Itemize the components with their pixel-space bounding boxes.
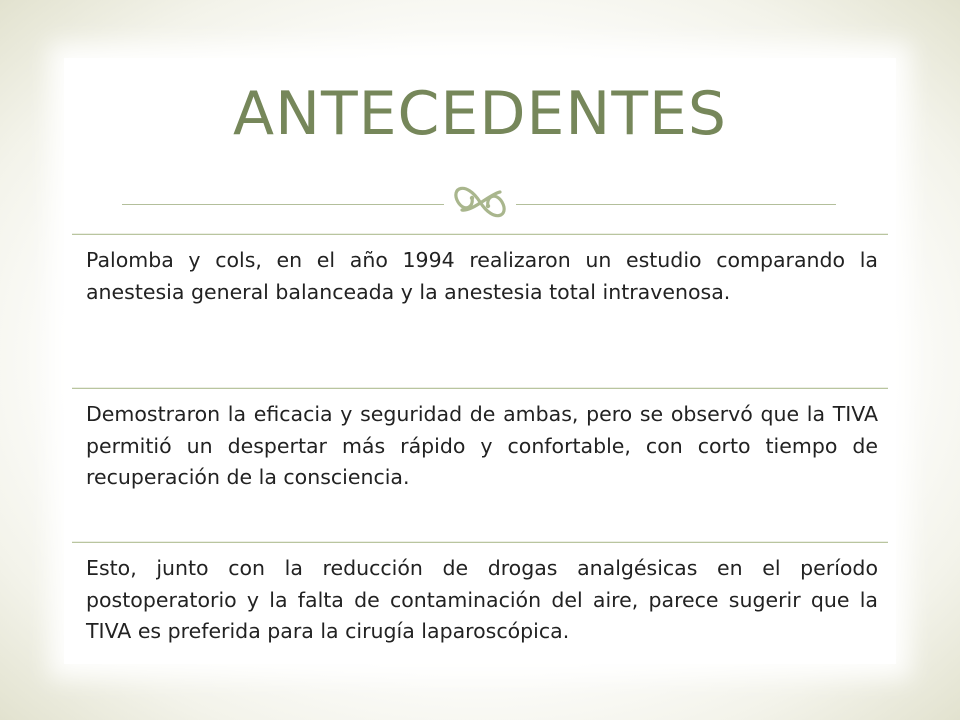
bullet-text: Palomba y cols, en el año 1994 realizaron un estudio comparando la anestesia general balanceada y la anestesia total intravenosa. (86, 248, 878, 304)
bullet-item (72, 234, 888, 388)
ornament-divider-left (122, 204, 444, 205)
ornament-divider-right (516, 204, 836, 205)
floral-flourish-icon (444, 172, 516, 228)
slide-title: ANTECEDENTES (233, 79, 727, 149)
bullet-item (72, 542, 888, 662)
bullet-item (72, 388, 888, 542)
bullet-text: Esto, junto con la reducción de drogas analgésicas en el período postoperatorio y la falta de contaminación del aire, parece sugerir que la TIVA es preferida para la cirugía laparoscópica. (86, 556, 878, 643)
bullet-text: Demostraron la eficacia y seguridad de ambas, pero se observó que la TIVA permitió un despertar más rápido y confortable, con corto tiempo de recuperación de la consciencia. (86, 402, 878, 489)
bullet-list (72, 234, 888, 662)
